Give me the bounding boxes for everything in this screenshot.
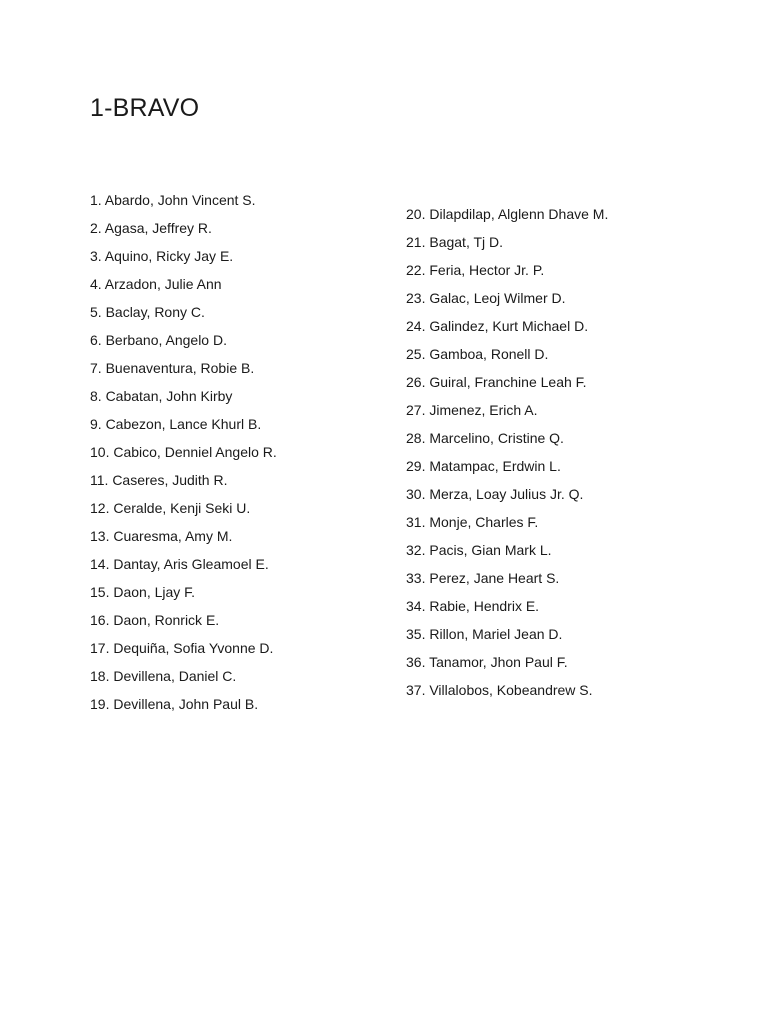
list-item: 27. Jimenez, Erich A. (406, 402, 538, 418)
list-item: 33. Perez, Jane Heart S. (406, 570, 560, 586)
list-item: 3. Aquino, Ricky Jay E. (90, 248, 234, 264)
list-item: 1. Abardo, John Vincent S. (90, 192, 256, 208)
list-item: 13. Cuaresma, Amy M. (90, 528, 233, 544)
list-item: 4. Arzadon, Julie Ann (90, 276, 222, 292)
student-list-left-column (90, 190, 277, 722)
list-item: 8. Cabatan, John Kirby (90, 388, 233, 404)
list-item: 6. Berbano, Angelo D. (90, 332, 227, 348)
list-item: 12. Ceralde, Kenji Seki U. (90, 500, 251, 516)
list-item: 32. Pacis, Gian Mark L. (406, 542, 552, 558)
list-item: 34. Rabie, Hendrix E. (406, 598, 540, 614)
list-item: 14. Dantay, Aris Gleamoel E. (90, 556, 269, 572)
list-item: 16. Daon, Ronrick E. (90, 612, 220, 628)
page-title: 1-BRAVO (90, 94, 200, 122)
list-item: 15. Daon, Ljay F. (90, 584, 196, 600)
list-item: 31. Monje, Charles F. (406, 514, 539, 530)
list-item: 11. Caseres, Judith R. (90, 472, 228, 488)
student-list-right-column (406, 204, 608, 708)
list-item: 7. Buenaventura, Robie B. (90, 360, 255, 376)
list-item: 19. Devillena, John Paul B. (90, 696, 259, 712)
list-item: 5. Baclay, Rony C. (90, 304, 205, 320)
list-item: 30. Merza, Loay Julius Jr. Q. (406, 486, 584, 502)
list-item: 35. Rillon, Mariel Jean D. (406, 626, 563, 642)
list-item: 23. Galac, Leoj Wilmer D. (406, 290, 566, 306)
list-item: 17. Dequiña, Sofia Yvonne D. (90, 640, 274, 656)
list-item: 26. Guiral, Franchine Leah F. (406, 374, 587, 390)
list-item: 29. Matampac, Erdwin L. (406, 458, 561, 474)
list-item: 2. Agasa, Jeffrey R. (90, 220, 212, 236)
list-item: 20. Dilapdilap, Alglenn Dhave M. (406, 206, 609, 222)
list-item: 22. Feria, Hector Jr. P. (406, 262, 545, 278)
list-item: 28. Marcelino, Cristine Q. (406, 430, 564, 446)
list-item: 36. Tanamor, Jhon Paul F. (406, 654, 568, 670)
list-item: 18. Devillena, Daniel C. (90, 668, 237, 684)
list-item: 21. Bagat, Tj D. (406, 234, 504, 250)
list-item: 10. Cabico, Denniel Angelo R. (90, 444, 277, 460)
list-item: 24. Galindez, Kurt Michael D. (406, 318, 589, 334)
list-item: 25. Gamboa, Ronell D. (406, 346, 549, 362)
list-item: 9. Cabezon, Lance Khurl B. (90, 416, 262, 432)
list-item: 37. Villalobos, Kobeandrew S. (406, 682, 593, 698)
